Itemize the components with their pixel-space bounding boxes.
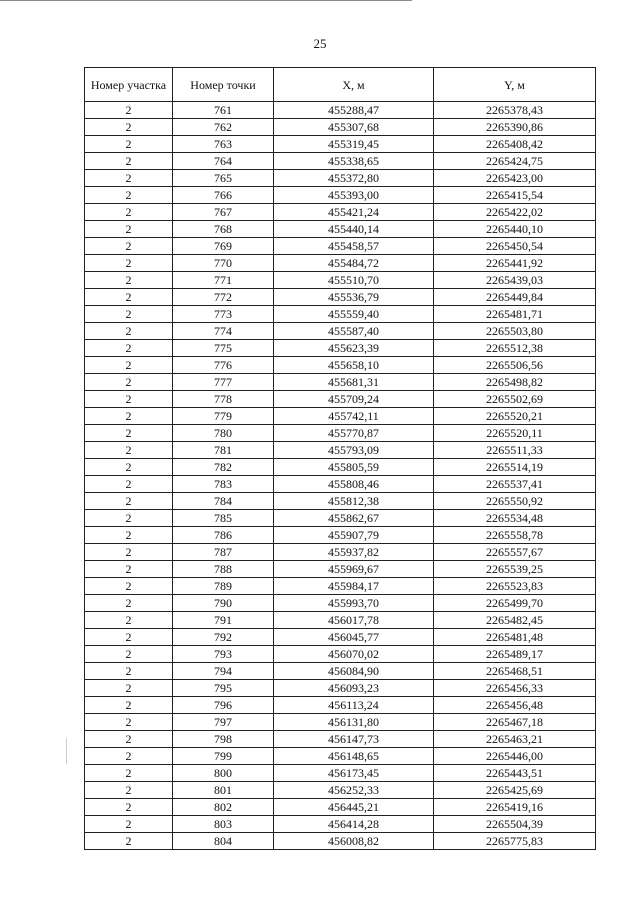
table-row [85,153,596,170]
cell-plot-number: 2 [85,204,173,221]
cell-y-coordinate: 2265512,38 [434,340,596,357]
cell-y-coordinate: 2265520,11 [434,425,596,442]
cell-y-coordinate: 2265506,56 [434,357,596,374]
cell-plot-number: 2 [85,799,173,816]
cell-y-coordinate: 2265467,18 [434,714,596,731]
cell-x-coordinate: 455319,45 [274,136,434,153]
cell-x-coordinate: 455484,72 [274,255,434,272]
table-row [85,425,596,442]
table-row [85,289,596,306]
cell-plot-number: 2 [85,289,173,306]
cell-x-coordinate: 455993,70 [274,595,434,612]
cell-plot-number: 2 [85,476,173,493]
cell-x-coordinate: 455681,31 [274,374,434,391]
cell-x-coordinate: 455742,11 [274,408,434,425]
cell-x-coordinate: 456147,73 [274,731,434,748]
cell-y-coordinate: 2265504,39 [434,816,596,833]
cell-plot-number: 2 [85,425,173,442]
cell-x-coordinate: 455458,57 [274,238,434,255]
cell-point-number: 763 [173,136,274,153]
cell-point-number: 769 [173,238,274,255]
cell-x-coordinate: 455510,70 [274,272,434,289]
cell-x-coordinate: 456070,02 [274,646,434,663]
cell-x-coordinate: 455393,00 [274,187,434,204]
table-row [85,459,596,476]
cell-y-coordinate: 2265503,80 [434,323,596,340]
cell-point-number: 768 [173,221,274,238]
cell-plot-number: 2 [85,459,173,476]
cell-y-coordinate: 2265378,43 [434,102,596,119]
cell-y-coordinate: 2265443,51 [434,765,596,782]
cell-y-coordinate: 2265446,00 [434,748,596,765]
cell-y-coordinate: 2265537,41 [434,476,596,493]
cell-y-coordinate: 2265408,42 [434,136,596,153]
table-row [85,408,596,425]
cell-point-number: 765 [173,170,274,187]
cell-y-coordinate: 2265489,17 [434,646,596,663]
cell-plot-number: 2 [85,527,173,544]
cell-y-coordinate: 2265422,02 [434,204,596,221]
table-row [85,731,596,748]
cell-y-coordinate: 2265558,78 [434,527,596,544]
cell-plot-number: 2 [85,442,173,459]
cell-x-coordinate: 455805,59 [274,459,434,476]
cell-plot-number: 2 [85,374,173,391]
cell-plot-number: 2 [85,119,173,136]
table-row [85,306,596,323]
cell-point-number: 773 [173,306,274,323]
cell-y-coordinate: 2265463,21 [434,731,596,748]
cell-x-coordinate: 456045,77 [274,629,434,646]
cell-point-number: 767 [173,204,274,221]
cell-plot-number: 2 [85,391,173,408]
cell-x-coordinate: 455709,24 [274,391,434,408]
cell-x-coordinate: 455984,17 [274,578,434,595]
cell-x-coordinate: 456093,23 [274,680,434,697]
cell-point-number: 802 [173,799,274,816]
cell-y-coordinate: 2265423,00 [434,170,596,187]
header-point-number: Номер точки [173,68,274,102]
table-row [85,391,596,408]
table-row [85,629,596,646]
cell-plot-number: 2 [85,493,173,510]
cell-plot-number: 2 [85,629,173,646]
cell-plot-number: 2 [85,816,173,833]
cell-plot-number: 2 [85,765,173,782]
cell-plot-number: 2 [85,612,173,629]
header-x-coordinate: X, м [274,68,434,102]
table-row [85,493,596,510]
cell-point-number: 786 [173,527,274,544]
cell-plot-number: 2 [85,221,173,238]
cell-y-coordinate: 2265499,70 [434,595,596,612]
table-row [85,833,596,850]
cell-point-number: 774 [173,323,274,340]
table-row [85,714,596,731]
cell-y-coordinate: 2265415,54 [434,187,596,204]
table-row [85,340,596,357]
table-row [85,578,596,595]
cell-y-coordinate: 2265456,48 [434,697,596,714]
cell-x-coordinate: 455937,82 [274,544,434,561]
cell-plot-number: 2 [85,272,173,289]
table-row [85,561,596,578]
cell-x-coordinate: 455440,14 [274,221,434,238]
cell-x-coordinate: 455372,80 [274,170,434,187]
cell-point-number: 792 [173,629,274,646]
table-body [85,102,596,850]
cell-plot-number: 2 [85,731,173,748]
table-row [85,782,596,799]
cell-x-coordinate: 455421,24 [274,204,434,221]
table-row [85,102,596,119]
cell-x-coordinate: 455862,67 [274,510,434,527]
cell-point-number: 778 [173,391,274,408]
cell-plot-number: 2 [85,255,173,272]
cell-point-number: 781 [173,442,274,459]
table-row [85,646,596,663]
cell-point-number: 772 [173,289,274,306]
cell-point-number: 784 [173,493,274,510]
cell-x-coordinate: 455808,46 [274,476,434,493]
cell-plot-number: 2 [85,646,173,663]
cell-y-coordinate: 2265511,33 [434,442,596,459]
cell-plot-number: 2 [85,561,173,578]
table-header-row [85,68,596,102]
cell-y-coordinate: 2265390,86 [434,119,596,136]
cell-x-coordinate: 455587,40 [274,323,434,340]
cell-plot-number: 2 [85,748,173,765]
table-row [85,204,596,221]
cell-y-coordinate: 2265440,10 [434,221,596,238]
cell-x-coordinate: 455623,39 [274,340,434,357]
cell-plot-number: 2 [85,663,173,680]
table-row [85,663,596,680]
cell-point-number: 800 [173,765,274,782]
cell-point-number: 794 [173,663,274,680]
cell-point-number: 795 [173,680,274,697]
cell-y-coordinate: 2265557,67 [434,544,596,561]
cell-point-number: 777 [173,374,274,391]
cell-x-coordinate: 456113,24 [274,697,434,714]
table-row [85,170,596,187]
table-row [85,816,596,833]
table-row [85,272,596,289]
cell-point-number: 782 [173,459,274,476]
cell-y-coordinate: 2265550,92 [434,493,596,510]
cell-point-number: 764 [173,153,274,170]
cell-point-number: 788 [173,561,274,578]
cell-y-coordinate: 2265481,48 [434,629,596,646]
cell-x-coordinate: 455307,68 [274,119,434,136]
cell-y-coordinate: 2265502,69 [434,391,596,408]
cell-point-number: 761 [173,102,274,119]
cell-point-number: 790 [173,595,274,612]
cell-x-coordinate: 455288,47 [274,102,434,119]
page-number: 25 [313,36,327,51]
table-row [85,612,596,629]
cell-plot-number: 2 [85,357,173,374]
cell-point-number: 776 [173,357,274,374]
cell-x-coordinate: 456008,82 [274,833,434,850]
cell-point-number: 762 [173,119,274,136]
cell-plot-number: 2 [85,102,173,119]
cell-point-number: 779 [173,408,274,425]
cell-y-coordinate: 2265482,45 [434,612,596,629]
cell-y-coordinate: 2265439,03 [434,272,596,289]
cell-point-number: 799 [173,748,274,765]
cell-y-coordinate: 2265425,69 [434,782,596,799]
cell-y-coordinate: 2265539,25 [434,561,596,578]
cell-point-number: 793 [173,646,274,663]
cell-y-coordinate: 2265468,51 [434,663,596,680]
cell-point-number: 789 [173,578,274,595]
cell-x-coordinate: 455658,10 [274,357,434,374]
table-row [85,119,596,136]
cell-plot-number: 2 [85,153,173,170]
table-row [85,221,596,238]
cell-point-number: 787 [173,544,274,561]
cell-plot-number: 2 [85,306,173,323]
cell-x-coordinate: 455770,87 [274,425,434,442]
table-row [85,136,596,153]
cell-x-coordinate: 455536,79 [274,289,434,306]
cell-y-coordinate: 2265520,21 [434,408,596,425]
cell-point-number: 798 [173,731,274,748]
scan-edge-mark [66,738,67,764]
cell-plot-number: 2 [85,595,173,612]
cell-y-coordinate: 2265424,75 [434,153,596,170]
cell-point-number: 804 [173,833,274,850]
table-row [85,323,596,340]
cell-y-coordinate: 2265775,83 [434,833,596,850]
cell-x-coordinate: 455907,79 [274,527,434,544]
cell-point-number: 801 [173,782,274,799]
cell-plot-number: 2 [85,187,173,204]
cell-y-coordinate: 2265481,71 [434,306,596,323]
cell-plot-number: 2 [85,782,173,799]
cell-plot-number: 2 [85,340,173,357]
table-row [85,238,596,255]
header-y-coordinate: Y, м [434,68,596,102]
cell-x-coordinate: 456131,80 [274,714,434,731]
cell-x-coordinate: 456084,90 [274,663,434,680]
cell-plot-number: 2 [85,323,173,340]
table-row [85,697,596,714]
cell-plot-number: 2 [85,544,173,561]
cell-point-number: 797 [173,714,274,731]
cell-y-coordinate: 2265450,54 [434,238,596,255]
table-row [85,748,596,765]
cell-plot-number: 2 [85,578,173,595]
table-row [85,442,596,459]
cell-x-coordinate: 455338,65 [274,153,434,170]
table-row [85,374,596,391]
cell-plot-number: 2 [85,714,173,731]
coordinates-table [84,67,596,850]
cell-point-number: 796 [173,697,274,714]
table-row [85,595,596,612]
cell-point-number: 783 [173,476,274,493]
cell-y-coordinate: 2265514,19 [434,459,596,476]
cell-plot-number: 2 [85,510,173,527]
cell-plot-number: 2 [85,170,173,187]
cell-plot-number: 2 [85,408,173,425]
cell-y-coordinate: 2265534,48 [434,510,596,527]
cell-x-coordinate: 455812,38 [274,493,434,510]
cell-y-coordinate: 2265498,82 [434,374,596,391]
cell-x-coordinate: 456414,28 [274,816,434,833]
cell-y-coordinate: 2265456,33 [434,680,596,697]
cell-plot-number: 2 [85,136,173,153]
table-row [85,527,596,544]
cell-point-number: 775 [173,340,274,357]
table-row [85,476,596,493]
table-row [85,510,596,527]
cell-x-coordinate: 456445,21 [274,799,434,816]
cell-plot-number: 2 [85,680,173,697]
table-row [85,255,596,272]
cell-y-coordinate: 2265419,16 [434,799,596,816]
cell-point-number: 785 [173,510,274,527]
cell-x-coordinate: 456017,78 [274,612,434,629]
table-row [85,357,596,374]
cell-point-number: 791 [173,612,274,629]
cell-y-coordinate: 2265523,83 [434,578,596,595]
table-row [85,799,596,816]
table-row [85,187,596,204]
cell-point-number: 780 [173,425,274,442]
table-row [85,680,596,697]
cell-plot-number: 2 [85,697,173,714]
cell-point-number: 803 [173,816,274,833]
cell-x-coordinate: 455969,67 [274,561,434,578]
table-row [85,544,596,561]
cell-y-coordinate: 2265449,84 [434,289,596,306]
cell-x-coordinate: 455559,40 [274,306,434,323]
cell-plot-number: 2 [85,833,173,850]
cell-x-coordinate: 456148,65 [274,748,434,765]
cell-point-number: 766 [173,187,274,204]
cell-plot-number: 2 [85,238,173,255]
cell-x-coordinate: 455793,09 [274,442,434,459]
cell-y-coordinate: 2265441,92 [434,255,596,272]
cell-x-coordinate: 456173,45 [274,765,434,782]
top-edge-rule [0,0,412,1]
header-plot-number: Номер участка [85,68,173,102]
table-row [85,765,596,782]
cell-point-number: 771 [173,272,274,289]
cell-x-coordinate: 456252,33 [274,782,434,799]
cell-point-number: 770 [173,255,274,272]
